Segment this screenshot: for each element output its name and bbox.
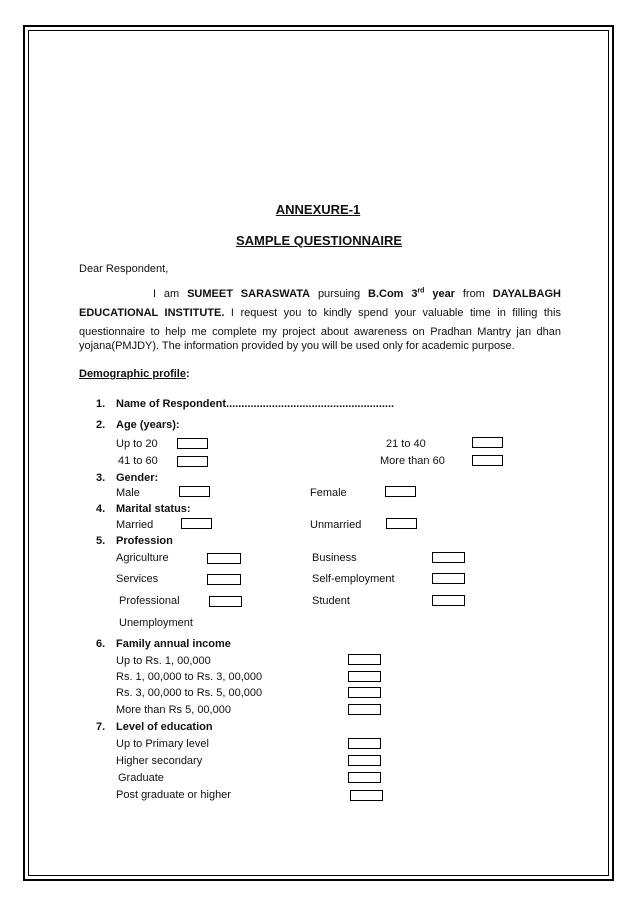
education-level-label: Level of education	[116, 721, 213, 733]
option-label: Graduate	[118, 772, 164, 784]
name-of-respondent-label: Name of Respondent.......................................................	[116, 398, 395, 410]
option-label: Rs. 3, 00,000 to Rs. 5, 00,000	[116, 687, 263, 699]
checkbox-professional[interactable]	[209, 596, 242, 607]
option-label: 21 to 40	[386, 438, 426, 450]
checkbox-21-to-40[interactable]	[472, 437, 503, 448]
checkbox-unmarried[interactable]	[386, 518, 417, 529]
option-label: Female	[310, 487, 347, 499]
option-label: More than Rs 5, 00,000	[116, 704, 231, 716]
gender-question-label: Gender:	[116, 472, 159, 484]
checkbox-up-to-primary[interactable]	[348, 738, 381, 749]
option-label: 41 to 60	[118, 455, 158, 467]
question-number: 2.	[96, 419, 106, 431]
option-label: Higher secondary	[116, 755, 203, 767]
question-number: 5.	[96, 535, 106, 547]
option-label: Rs. 1, 00,000 to Rs. 3, 00,000	[116, 671, 263, 683]
option-label: Agriculture	[116, 552, 169, 564]
demographic-heading: Demographic profile:	[79, 368, 190, 380]
intro-line-2: EDUCATIONAL INSTITUTE. I request you to kindly spend your valuable time in filling this	[79, 307, 561, 319]
option-label: Up to Rs. 1, 00,000	[116, 655, 211, 667]
questionnaire-title: SAMPLE QUESTIONNAIRE	[235, 233, 403, 248]
profession-label: Profession	[116, 535, 173, 547]
option-label: Professional	[119, 595, 180, 607]
checkbox-income-3-to-5-lakh[interactable]	[348, 687, 381, 698]
checkbox-female[interactable]	[385, 486, 416, 497]
checkbox-more-than-60[interactable]	[472, 455, 503, 466]
checkbox-income-more-than-5-lakh[interactable]	[348, 704, 381, 715]
age-question-label: Age (years):	[116, 419, 180, 431]
question-number: 7.	[96, 721, 106, 733]
option-label: Unemployment	[119, 617, 193, 629]
checkbox-graduate[interactable]	[348, 772, 381, 783]
checkbox-income-1-to-3-lakh[interactable]	[348, 671, 381, 682]
option-label: Services	[116, 573, 159, 585]
question-number: 4.	[96, 503, 106, 515]
option-label: Married	[116, 519, 154, 531]
question-number: 6.	[96, 638, 106, 650]
checkbox-41-to-60[interactable]	[177, 456, 208, 467]
option-label: Business	[312, 552, 357, 564]
option-label: More than 60	[380, 455, 445, 467]
checkbox-up-to-20[interactable]	[177, 438, 208, 449]
annexure-heading: ANNEXURE-1	[275, 202, 361, 217]
family-income-label: Family annual income	[116, 638, 231, 650]
checkbox-male[interactable]	[179, 486, 210, 497]
option-label: Unmarried	[310, 519, 362, 531]
checkbox-student[interactable]	[432, 595, 465, 606]
option-label: Male	[116, 487, 140, 499]
option-label: Post graduate or higher	[116, 789, 231, 801]
option-label: Up to Primary level	[116, 738, 209, 750]
salutation: Dear Respondent,	[79, 263, 169, 275]
option-label: Up to 20	[116, 438, 158, 450]
intro-line-3: questionnaire to help me complete my project about awareness on Pradhan Mantry jan dhan	[79, 326, 561, 338]
marital-status-label: Marital status:	[116, 503, 191, 515]
question-number: 3.	[96, 472, 106, 484]
checkbox-self-employment[interactable]	[432, 573, 465, 584]
option-label: Self-employment	[312, 573, 395, 585]
checkbox-post-graduate[interactable]	[350, 790, 383, 801]
checkbox-agriculture[interactable]	[207, 553, 241, 564]
option-label: Student	[312, 595, 350, 607]
intro-line-1: I am SUMEET SARASWATA pursuing B.Com 3rd year from DAYALBAGH	[153, 287, 561, 300]
checkbox-income-up-to-1-lakh[interactable]	[348, 654, 381, 665]
checkbox-services[interactable]	[207, 574, 241, 585]
checkbox-business[interactable]	[432, 552, 465, 563]
question-number: 1.	[96, 398, 106, 410]
checkbox-married[interactable]	[181, 518, 212, 529]
checkbox-higher-secondary[interactable]	[348, 755, 381, 766]
intro-line-4: yojana(PMJDY). The information provided by you will be used only for academic purpose.	[79, 340, 515, 352]
